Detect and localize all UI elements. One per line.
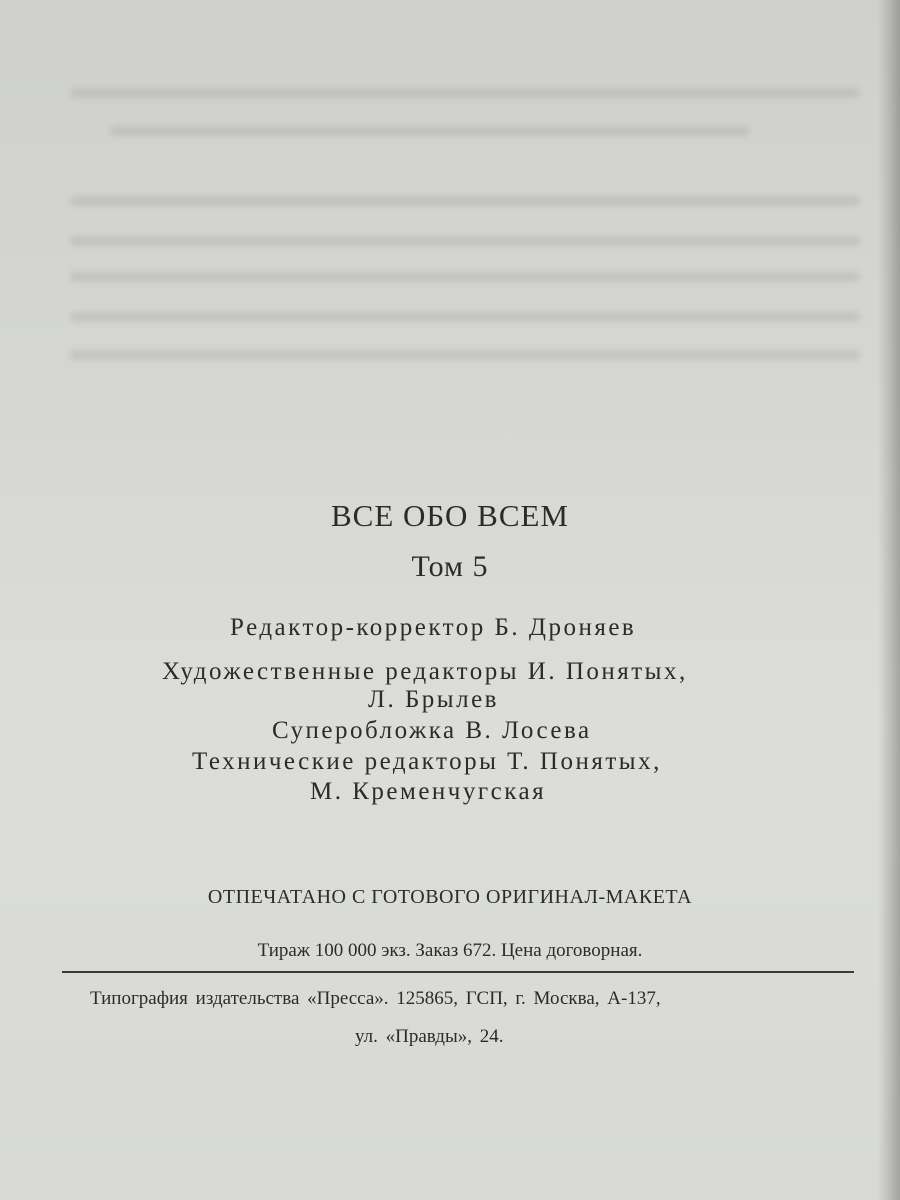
bleed-through-line bbox=[70, 350, 860, 360]
cover-credit: Суперобложка В. Лосева bbox=[272, 717, 592, 744]
bleed-through-line bbox=[70, 88, 860, 98]
art-editors-credit: Художественные редакторы И. Понятых, bbox=[162, 658, 688, 685]
volume-number: Том 5 bbox=[411, 550, 489, 583]
horizontal-rule bbox=[62, 971, 854, 973]
editor-corrector-credit: Редактор-корректор Б. Дроняев bbox=[230, 614, 637, 641]
print-run-info: Тираж 100 000 экз. Заказ 672. Цена договорная. bbox=[257, 940, 643, 961]
art-editors-credit-continued: Л. Брылев bbox=[368, 686, 499, 713]
tech-editors-credit-continued: М. Кременчугская bbox=[310, 778, 547, 805]
page-edge-shadow bbox=[878, 0, 900, 1200]
printer-address-continued: ул. «Правды», 24. bbox=[355, 1026, 504, 1047]
bleed-through-line bbox=[70, 312, 860, 322]
bleed-through-line bbox=[70, 272, 860, 282]
printer-address: Типография издательства «Пресса». 125865, ГСП, г. Москва, А-137, bbox=[90, 988, 661, 1009]
tech-editors-credit: Технические редакторы Т. Понятых, bbox=[192, 748, 662, 775]
bleed-through-line bbox=[70, 196, 860, 206]
printed-from-notice: ОТПЕЧАТАНО С ГОТОВОГО ОРИГИНАЛ-МАКЕТА bbox=[207, 886, 693, 908]
book-title: ВСЕ ОБО ВСЕМ bbox=[330, 498, 569, 533]
bleed-through-line bbox=[110, 126, 750, 136]
bleed-through-line bbox=[70, 236, 860, 246]
